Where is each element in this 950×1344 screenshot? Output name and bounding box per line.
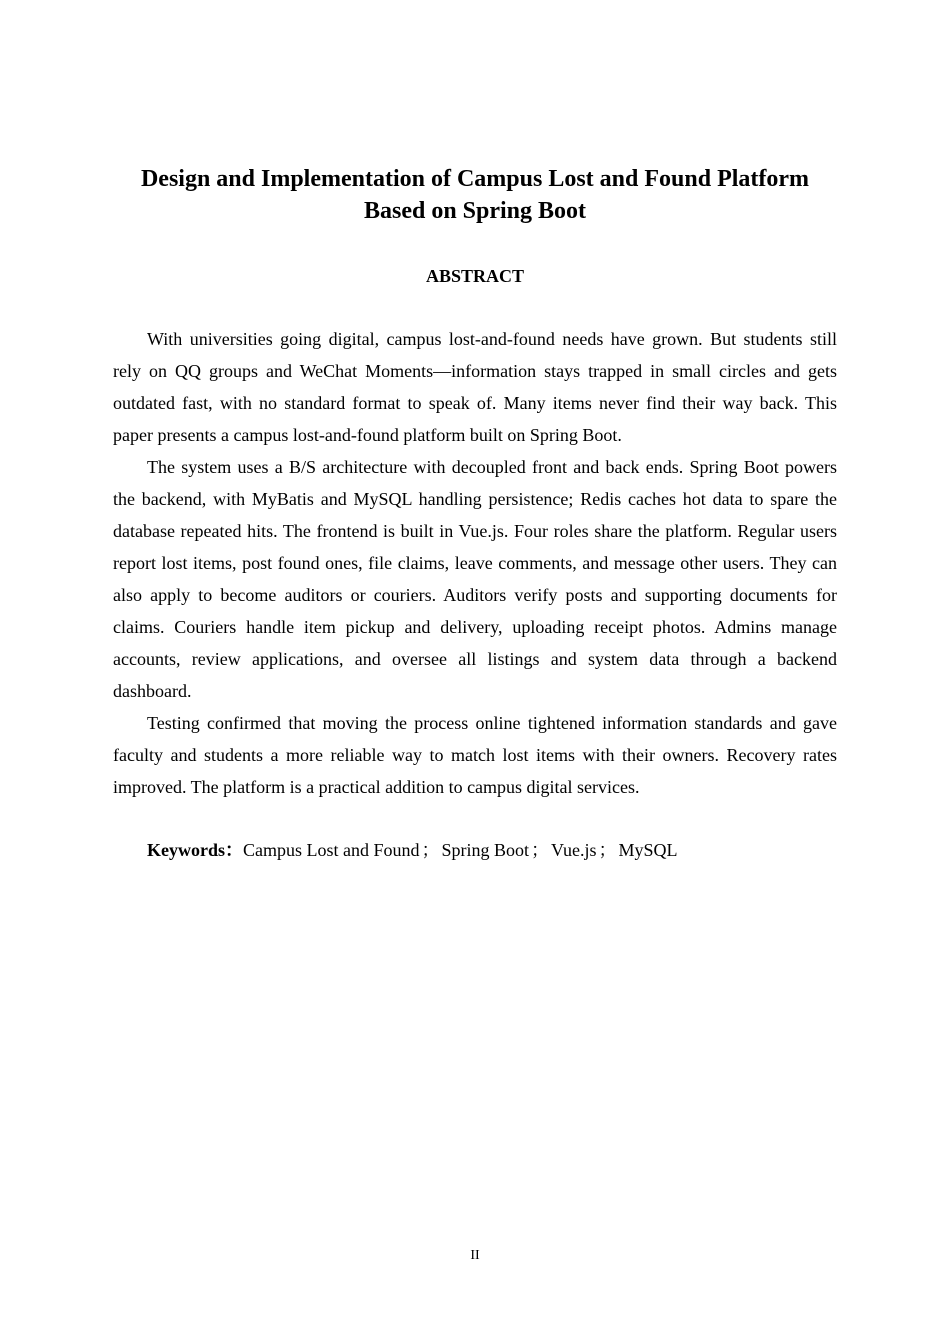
keyword-item: Campus Lost and Found xyxy=(243,840,420,860)
paper-title-line-2: Based on Spring Boot xyxy=(363,198,587,224)
keywords-label: Keywords： xyxy=(147,840,243,860)
abstract-paragraph-3: Testing confirmed that moving the process online tightened information standards and gave faculty and students a more reliable way to match lost items with their owners. Recovery rates improved. The platform is a practical addition to campus digital services. xyxy=(113,713,837,797)
paper-title xyxy=(100,163,850,227)
abstract-paragraph-1: With universities going digital, campus lost-and-found needs have grown. But students still rely on QQ groups and WeChat Moments—information stays trapped in small circles and gets outdated fast, with no standard format to speak of. Many items never find their way back. This paper presents a campus lost-and-found platform built on Spring Boot. xyxy=(113,329,837,445)
abstract-paragraph-2: The system uses a B/S architecture with decoupled front and back ends. Spring Boot powers the backend, with MyBatis and MySQL handling persistence; Redis caches hot data to spare the database repeated hits. The frontend is built in Vue.js. Four roles share the platform. Regular users report lost items, post found ones, file claims, leave comments, and message other users. They can also apply to become auditors or couriers. Auditors verify posts and supporting documents for claims. Couriers handle item pickup and delivery, uploading receipt photos. Admins manage accounts, review applications, and oversee all listings and system data through a backend dashboard. xyxy=(113,457,837,701)
abstract-body xyxy=(113,323,837,803)
keywords-line xyxy=(147,836,677,864)
keyword-item: Vue.js xyxy=(551,840,597,860)
keyword-separator: ； xyxy=(598,840,617,860)
keyword-separator: ； xyxy=(421,840,440,860)
paper-title-line-1: Design and Implementation of Campus Lost and Found Platform xyxy=(140,166,810,192)
page-number: II xyxy=(470,1248,480,1263)
abstract-heading: ABSTRACT xyxy=(425,266,525,286)
keyword-item: Spring Boot xyxy=(441,840,530,860)
keyword-separator: ； xyxy=(531,840,550,860)
keyword-item: MySQL xyxy=(618,840,678,860)
